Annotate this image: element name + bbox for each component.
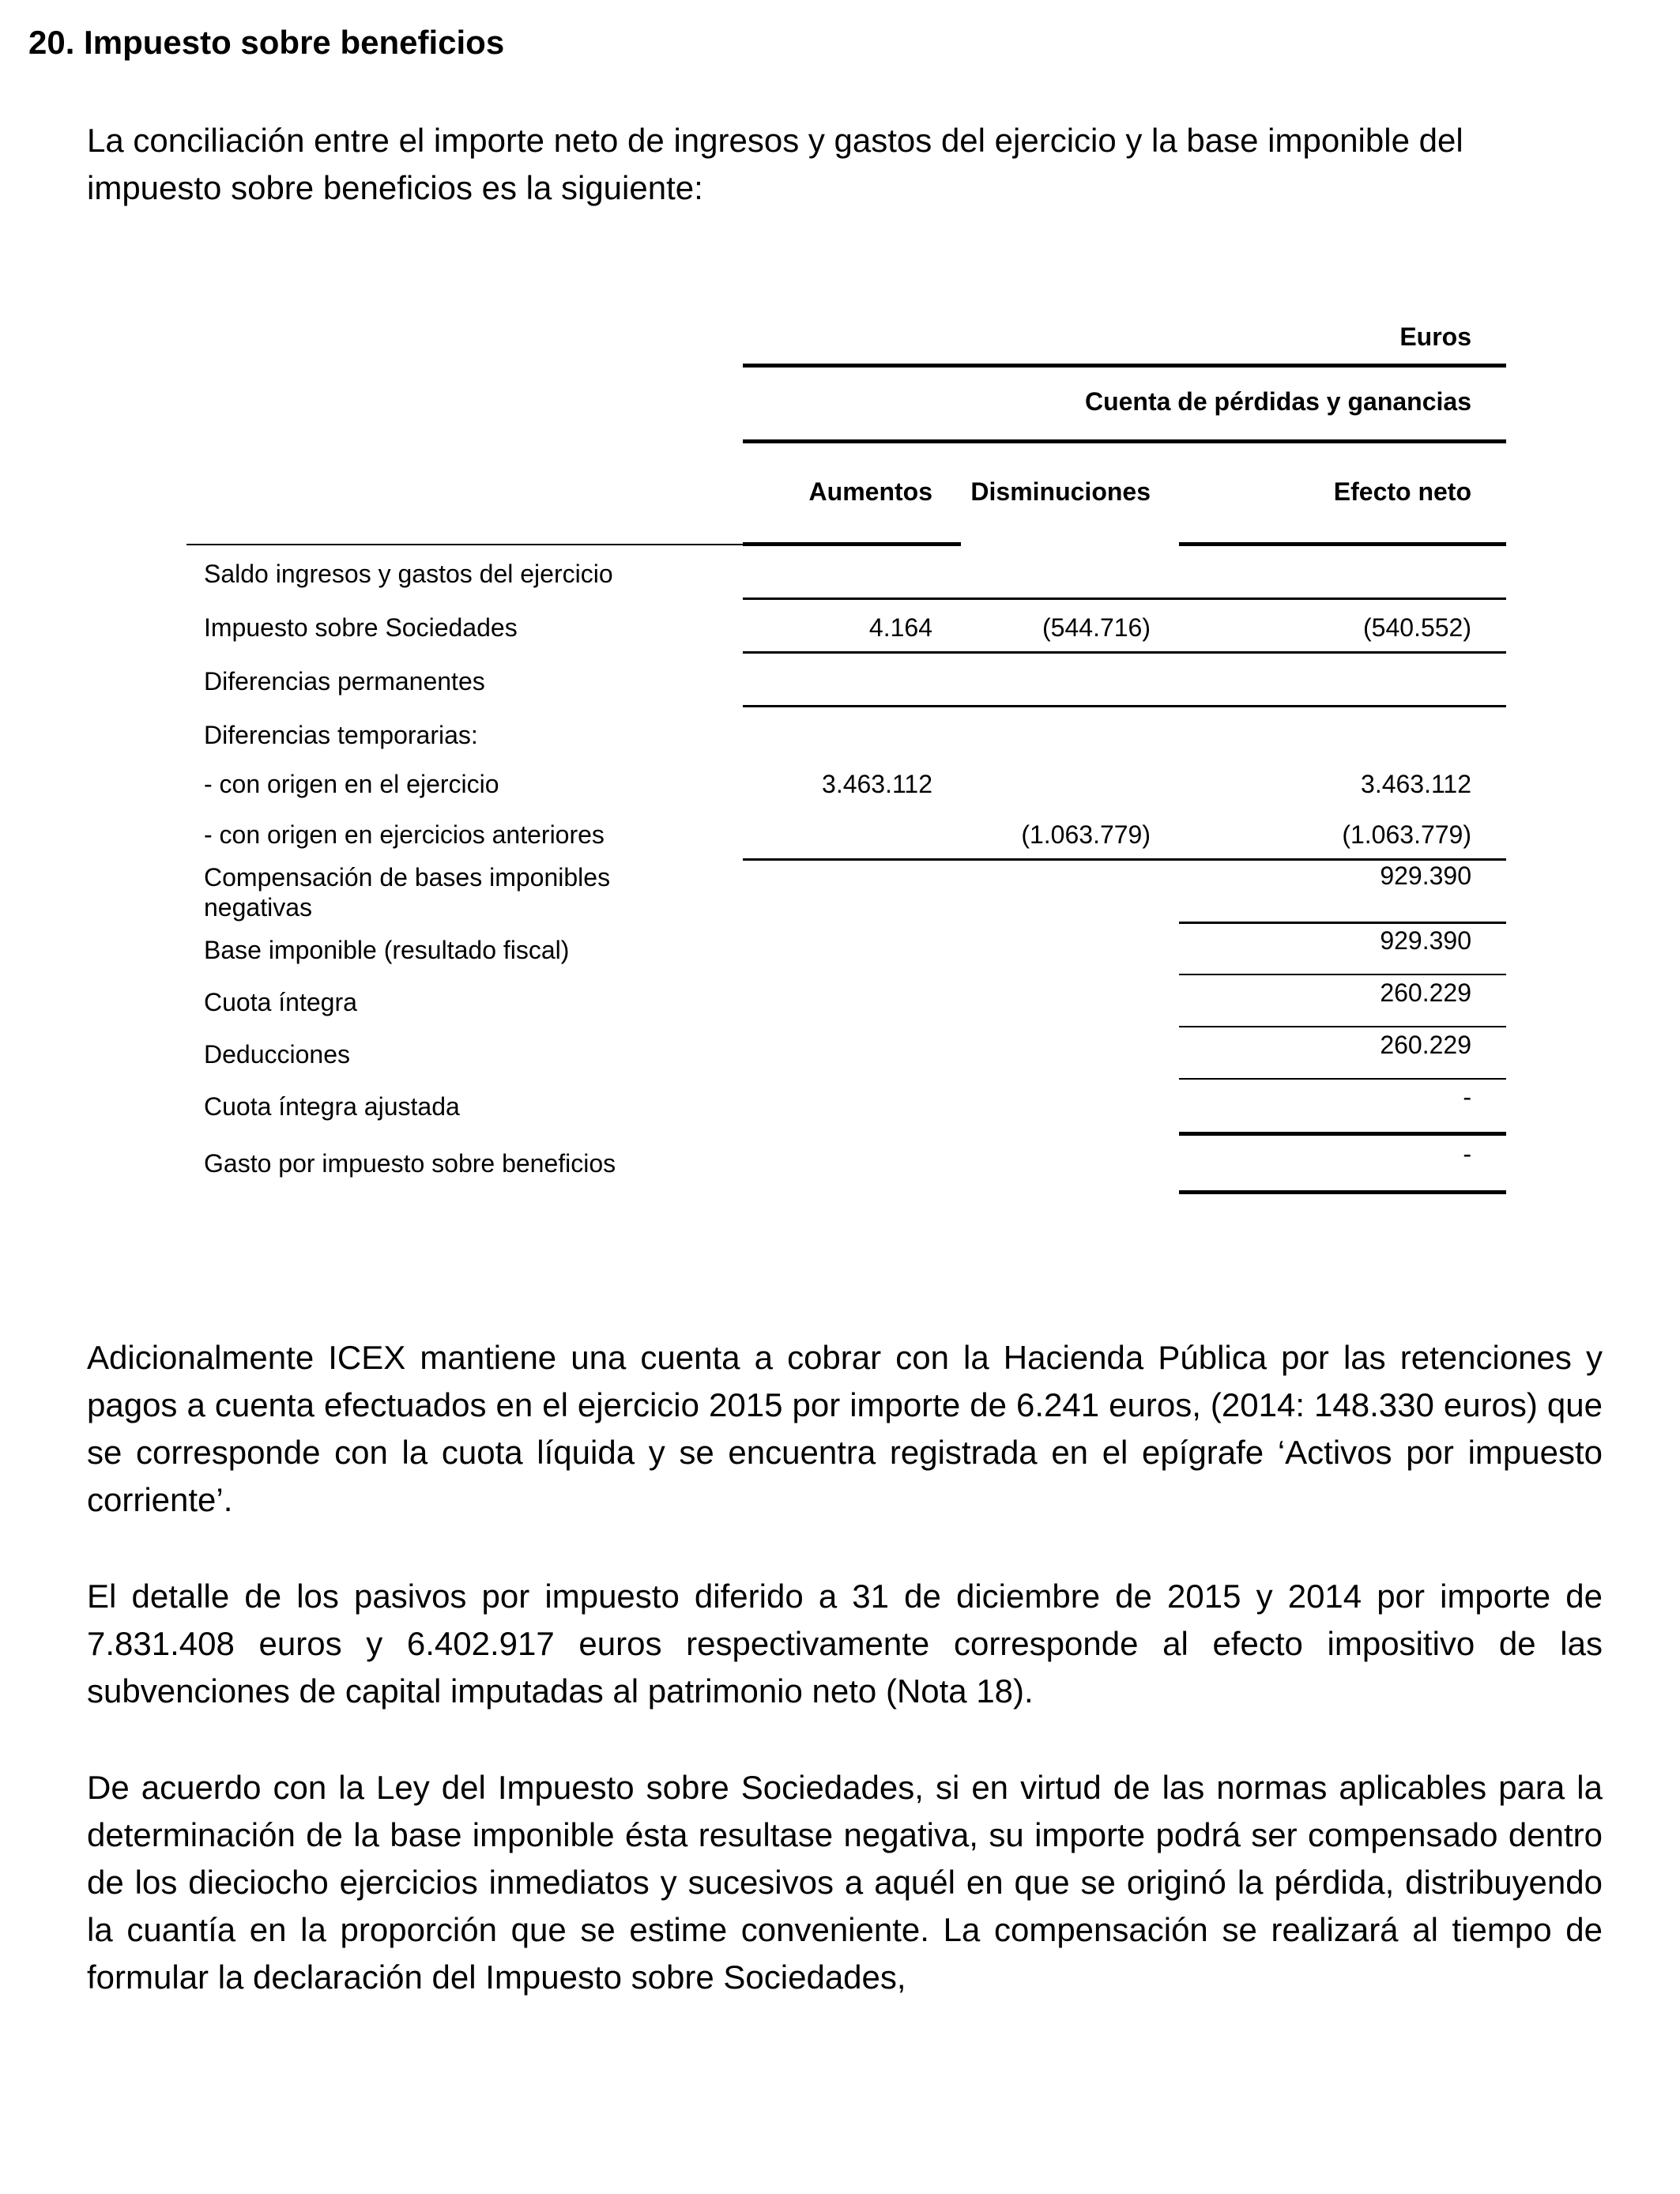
row-label: Saldo ingresos y gastos del ejercicio (204, 560, 613, 588)
col-header-aumentos: Aumentos (808, 477, 932, 506)
cell-efecto-neto: - (1463, 1083, 1471, 1111)
row-label: Gasto por impuesto sobre beneficios (204, 1149, 616, 1178)
rule (1179, 1190, 1506, 1194)
cell-efecto-neto: (540.552) (1363, 613, 1471, 642)
rule (743, 651, 1506, 654)
paragraph-compensation: De acuerdo con la Ley del Impuesto sobre Sociedades, si en virtud de las normas aplicables para la determinación de la base imponible ésta resultase negativa, su importe podrá ser compensado dentro de los dieciocho ejercicios inmediatos y sucesivos a aquél en que se originó la pérdida, distribuyendo la cuantía en la proporción que se estime conveniente. La compensación se realizará al tiempo de formular la declaración del Impuesto sobre Sociedades, (87, 1769, 1603, 1996)
rule (743, 439, 1506, 443)
rule (1179, 1078, 1506, 1080)
row-label: Deducciones (204, 1040, 350, 1069)
cell-disminuciones: (544.716) (1042, 613, 1151, 642)
row-label: Compensación de bases imponibles (204, 863, 611, 892)
rule (1179, 542, 1506, 546)
rule (743, 705, 1506, 707)
row-label: Impuesto sobre Sociedades (204, 613, 518, 642)
cell-disminuciones: (1.063.779) (1021, 820, 1151, 849)
col-header-efecto-neto: Efecto neto (1333, 477, 1471, 506)
row-label: - con origen en ejercicios anteriores (204, 820, 605, 849)
cell-efecto-neto: (1.063.779) (1342, 820, 1471, 849)
rule (743, 598, 1506, 600)
rule (743, 364, 1506, 368)
col-header-disminuciones: Disminuciones (970, 477, 1151, 506)
row-label: Cuota íntegra ajustada (204, 1092, 460, 1121)
unit-header: Euros (1399, 322, 1471, 351)
row-label: Diferencias permanentes (204, 667, 485, 696)
row-label-continued: negativas (204, 893, 312, 922)
rule (1179, 1026, 1506, 1027)
cell-efecto-neto: 260.229 (1380, 1031, 1471, 1059)
row-label: - con origen en el ejercicio (204, 770, 499, 798)
row-label: Base imponible (resultado fiscal) (204, 936, 570, 964)
group-header: Cuenta de pérdidas y ganancias (1084, 387, 1471, 416)
rule (743, 542, 961, 546)
section-heading: 20. Impuesto sobre beneficios (28, 24, 505, 61)
rule (1179, 974, 1506, 975)
cell-efecto-neto: 3.463.112 (1361, 770, 1471, 798)
rule (1179, 922, 1506, 924)
rule (1179, 1132, 1506, 1136)
paragraph-deferred-tax: El detalle de los pasivos por impuesto diferido a 31 de diciembre de 2015 y 2014 por importe de 7.831.408 euros y 6.402.917 euros respectivamente corresponde al efecto impositivo de las subvenciones de capital imputadas al patrimonio neto (Nota 18). (87, 1578, 1603, 1710)
rule (743, 858, 1506, 861)
intro-paragraph: La conciliación entre el importe neto de ingresos y gastos del ejercicio y la base imponible del impuesto sobre beneficios es la siguiente: (87, 122, 1463, 206)
cell-efecto-neto: - (1463, 1140, 1471, 1168)
cell-efecto-neto: 929.390 (1380, 861, 1471, 890)
rule (186, 544, 743, 545)
cell-aumentos: 4.164 (868, 613, 932, 642)
row-label: Diferencias temporarias: (204, 721, 478, 749)
paragraph-receivable: Adicionalmente ICEX mantiene una cuenta a cobrar con la Hacienda Pública por las retenciones y pagos a cuenta efectuados en el ejercicio 2015 por importe de 6.241 euros, (2014: 148.330 euros) que se corresponde con la cuota líquida y se encuentra registrada en el epígrafe ‘Activos por impuesto corriente’. (87, 1339, 1603, 1518)
cell-aumentos: 3.463.112 (822, 770, 932, 798)
row-label: Cuota íntegra (204, 988, 357, 1016)
cell-efecto-neto: 929.390 (1380, 926, 1471, 955)
cell-efecto-neto: 260.229 (1380, 978, 1471, 1007)
